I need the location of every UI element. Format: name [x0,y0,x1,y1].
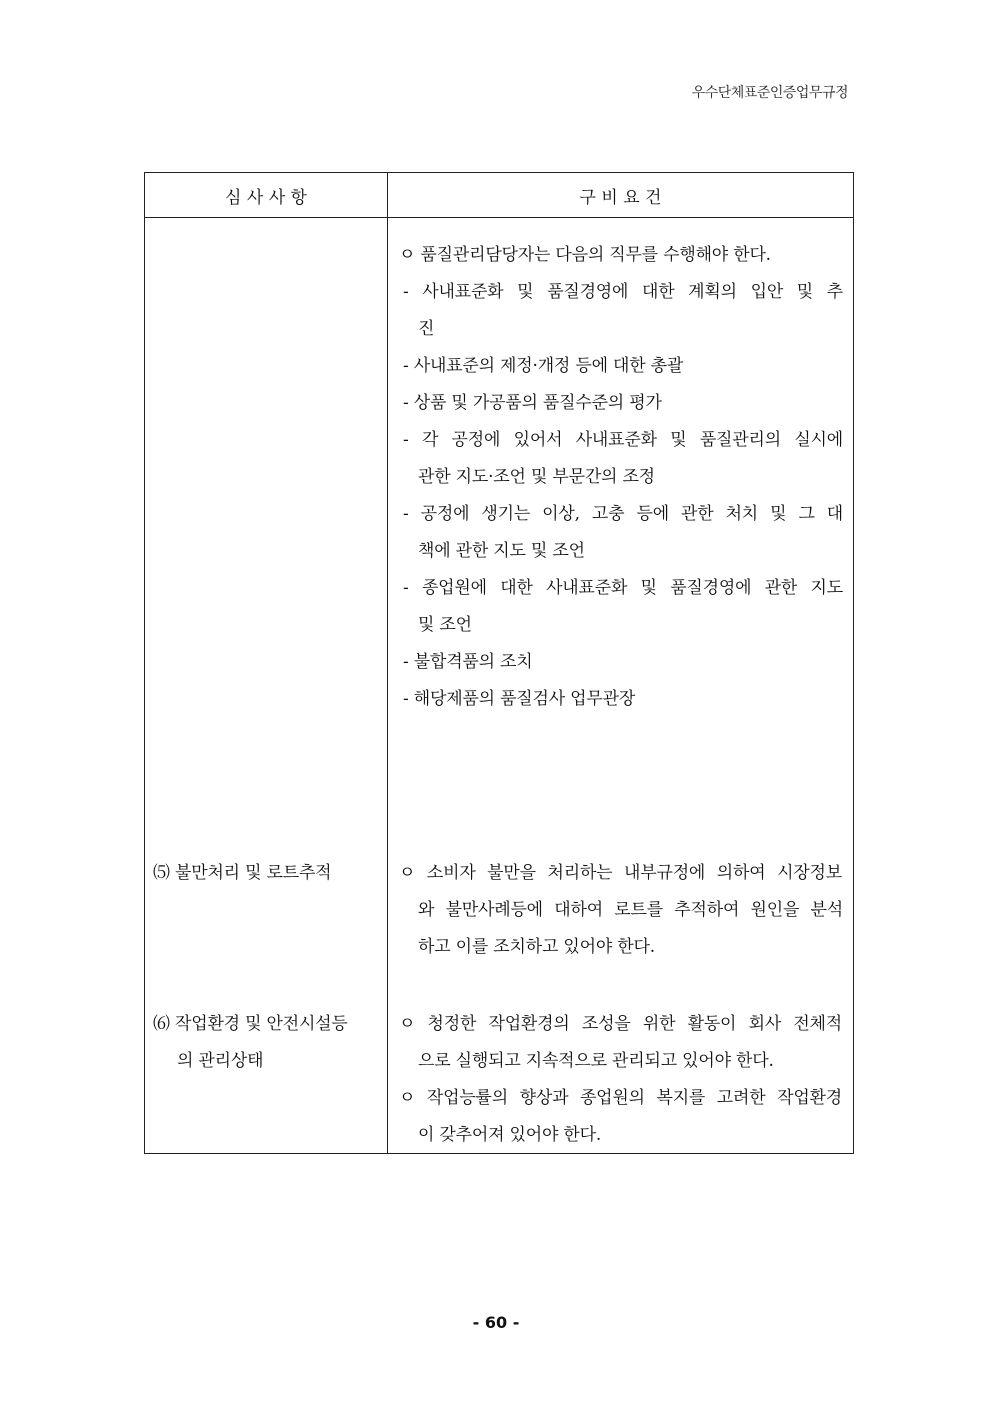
requirement-line: - 공정에 생기는 이상, 고충 등에 관한 처치 및 그 대 [403,504,843,524]
table-header-row [145,173,854,218]
requirement-line: ㅇ 청정한 작업환경의 조성을 위한 활동이 회사 전체적 [399,1014,842,1034]
review-items-cell [145,218,388,1154]
review-item-complaint-handling: ⑸ 불만처리 및 로트추적 [153,863,332,883]
column-header-requirements: 구 비 요 건 [388,173,854,218]
requirement-line: - 해당제품의 품질검사 업무관장 [403,689,636,709]
requirement-line: 관한 지도·조언 및 부문간의 조정 [418,467,655,487]
page-number: - 60 - [472,1313,520,1332]
requirement-line: - 상품 및 가공품의 품질수준의 평가 [403,393,662,413]
requirement-line: 하고 이를 조치하고 있어야 한다. [418,937,655,957]
requirements-cell [388,218,854,1154]
requirement-line: 책에 관한 지도 및 조언 [418,541,585,561]
requirement-line: ㅇ 소비자 불만을 처리하는 내부규정에 의하여 시장정보 [399,863,842,883]
requirement-line: ㅇ 작업능률의 향상과 종업원의 복지를 고려한 작업환경 [399,1088,842,1108]
requirement-line: 진 [418,319,435,339]
column-header-review-items: 심 사 사 항 [145,173,388,218]
requirement-line: - 종업원에 대한 사내표준화 및 품질경영에 관한 지도 [403,578,843,598]
requirement-line: 와 불만사례등에 대하여 로트를 추적하여 원인을 분석 [418,900,843,920]
requirement-line: ㅇ 품질관리담당자는 다음의 직무를 수행해야 한다. [399,245,771,265]
document-title: 우수단체표준인증업무규정 [691,85,848,101]
requirement-line: - 사내표준의 제정·개정 등에 대한 총괄 [403,356,684,376]
requirement-line: - 각 공정에 있어서 사내표준화 및 품질관리의 실시에 [403,430,843,450]
requirement-line: - 불합격품의 조치 [403,652,533,672]
requirement-line: 으로 실행되고 지속적으로 관리되고 있어야 한다. [418,1051,774,1071]
review-criteria-table [144,172,854,1154]
requirement-line: - 사내표준화 및 품질경영에 대한 계획의 입안 및 추 [403,282,843,302]
table-body-row [145,218,854,1154]
requirement-line: 이 갖추어져 있어야 한다. [418,1125,602,1145]
review-item-work-environment-cont: 의 관리상태 [177,1051,264,1071]
requirement-line: 및 조언 [418,615,472,635]
review-item-work-environment: ⑹ 작업환경 및 안전시설등 [153,1014,348,1034]
